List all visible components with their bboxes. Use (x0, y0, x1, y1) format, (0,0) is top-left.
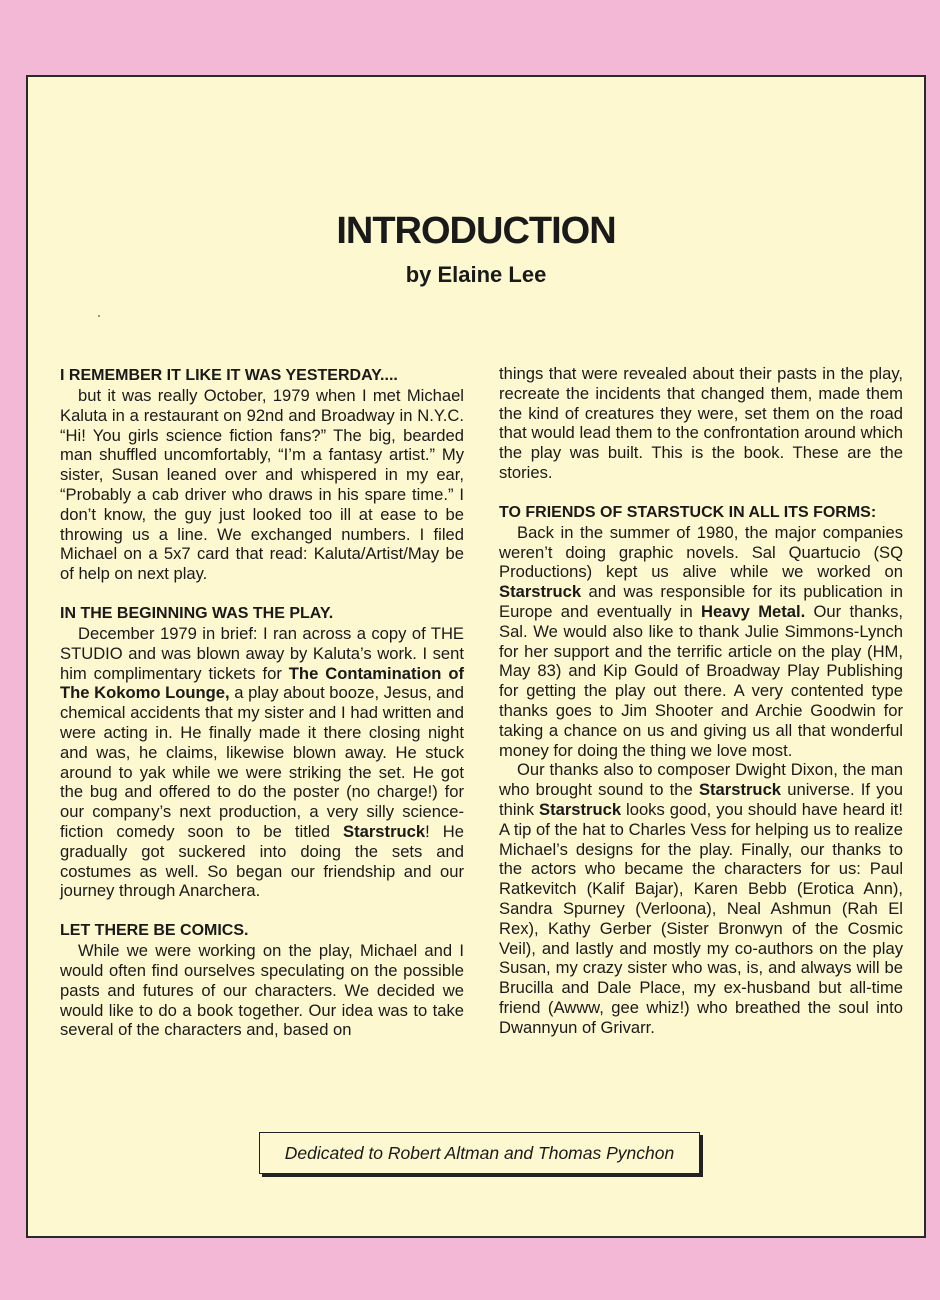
text-run: a play about booze, Jesus, and chemical accidents that my sister and I had written and were acting in. He finally made it there closing night and was, he claims, likewise blown away. He stuck around to yak while we were striking the set. He got the bug and offered to do the poster (no charge!) for our company’s next production, a very silly science-fiction comedy soon to be titled (60, 683, 464, 841)
text-run: looks good, you should have heard it! A tip of the hat to Charles Vess for helping us to realize Michael’s designs for the play. Finally, our thanks to the actors who became the characters for us: Paul Ratkevitch (Kalif Bajar), Karen Bebb (Erotica Ann), Sandra Spurney (Verloona), Neal Ashmun (Rah El Rex), Kathy Gerber (Sister Bronwyn of the Cosmic Veil), and lastly and mostly my co-authors on the play Susan, my crazy sister who was, is, and always will be Brucilla and Dale Place, my ex-husband but all-time friend (Awww, gee whiz!) who breathed the soul into Dwannyun of Grivarr. (499, 799, 903, 1037)
starstruck-title: Starstruck (698, 780, 782, 800)
play-title: The Contamination of The Kokomo Lounge, (60, 663, 464, 703)
text-run: universe. If you think (499, 780, 903, 819)
heavy-metal-title: Heavy Metal. (701, 601, 806, 621)
dedication-box: Dedicated to Robert Altman and Thomas Pynchon (259, 1132, 700, 1174)
section-beginning (60, 604, 464, 901)
text-run: Our thanks also to composer Dwight Dixon, the man who brought sound to the (499, 760, 903, 800)
document-page (26, 75, 926, 1238)
section-heading: LET THERE BE COMICS. (60, 922, 249, 940)
text-run: ! He gradually got suckered into doing the sets and costumes as well. So began our friendship and our journey through Anarchera. (60, 821, 464, 901)
paragraph: While we were working on the play, Michael and I would often find ourselves speculating on the possible pasts and futures of our characters. We decided we would like to do a book together. Our idea was to take several of the characters and, based on (60, 941, 464, 1040)
section-friends (499, 503, 903, 1038)
starstruck-title: Starstruck (539, 799, 622, 819)
paragraph (499, 523, 903, 761)
text-run: December 1979 in brief: I ran across a copy of THE STUDIO and was blown away by Kaluta’s work. I sent him complimentary tickets for (60, 623, 464, 683)
print-speck (98, 315, 100, 317)
left-column (60, 366, 464, 1060)
right-column (499, 364, 903, 1058)
text-run: and was responsible for its publication in Europe and eventually in (499, 582, 903, 621)
section-comics (60, 921, 464, 1040)
paragraph (60, 624, 464, 901)
page-title: INTRODUCTION (336, 210, 616, 252)
paragraph: things that were revealed about their pasts in the play, recreate the incidents that changed them, made them the kind of creatures they were, set them on the road that would lead them to the confrontation around which the play was built. This is the book. These are the stories. (499, 364, 903, 482)
section-continued (499, 364, 903, 483)
starstruck-title: Starstruck (499, 582, 582, 602)
text-run: Back in the summer of 1980, the major companies weren’t doing graphic novels. Sal Quartucio (SQ Productions) kept us alive while we worked on (499, 522, 903, 582)
paragraph (499, 760, 903, 1037)
paragraph: but it was really October, 1979 when I met Michael Kaluta in a restaurant on 92nd and Broadway in N.Y.C. “Hi! You girls science fiction fans?” The big, bearded man shuffled uncomfortably, “I’m a fantasy artist.” My sister, Susan leaned over and whispered in my ear, “Probably a cab driver who draws in his spare time.” I don’t know, the guy just looked too ill at ease to be throwing us a line. We exchanged numbers. I filed Michael on a 5x7 card that read: Kaluta/Artist/May be of help on next play. (60, 386, 464, 584)
section-heading: IN THE BEGINNING WAS THE PLAY. (60, 604, 334, 622)
starstruck-title: Starstruck (343, 821, 426, 841)
section-heading: TO FRIENDS OF STARSTUCK IN ALL ITS FORMS: (499, 503, 877, 521)
text-run: Our thanks, Sal. We would also like to thank Julie Simmons-Lynch for her support and the terrific article on the play (HM, May 83) and Kip Gould of Broadway Play Publishing for getting the play out there. A very contented type thanks goes to Jim Shooter and Archie Goodwin for taking a chance on us and giving us all that wonderful money for doing the thing we love most. (499, 601, 903, 760)
author-byline: by Elaine Lee (405, 262, 547, 287)
section-remember (60, 366, 464, 584)
section-heading: I REMEMBER IT LIKE IT WAS YESTERDAY.... (60, 367, 398, 384)
